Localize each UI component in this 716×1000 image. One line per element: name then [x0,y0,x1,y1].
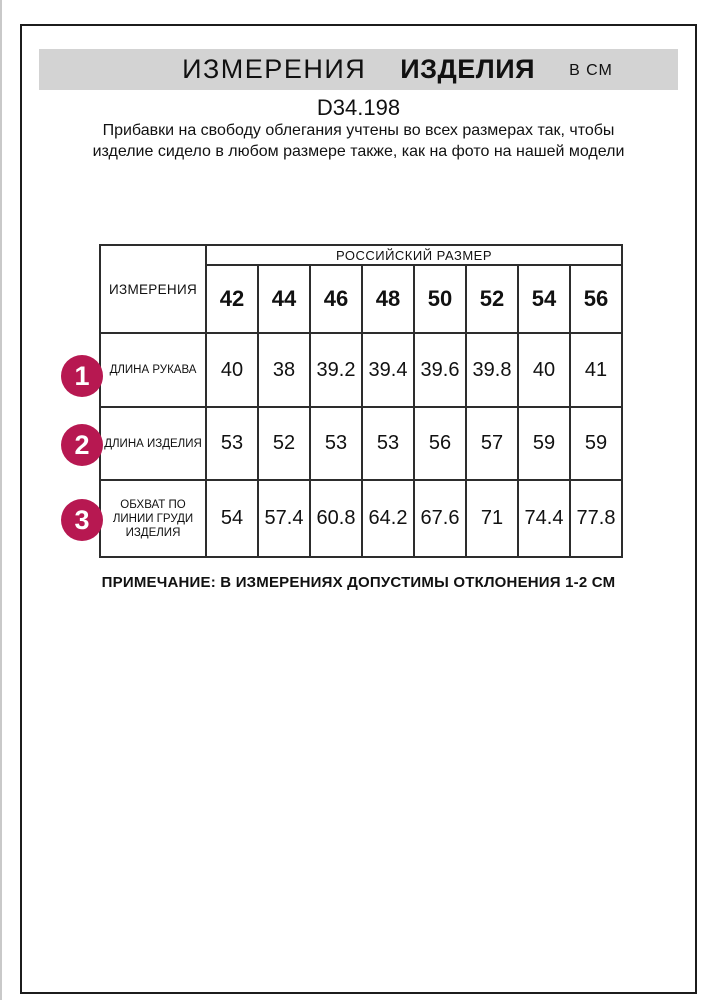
product-code: D34.198 [316,95,401,120]
value-cell: 77.8 [570,480,622,557]
value-cell: 57.4 [258,480,310,557]
value-cell: 56 [414,407,466,480]
size-cell: 46 [310,265,362,333]
size-cell: 48 [362,265,414,333]
size-cell: 50 [414,265,466,333]
value-cell: 39.4 [362,333,414,407]
row-number-badge-1 [61,355,103,397]
intro-paragraph [20,120,697,162]
russian-size-header-cell: РОССИЙСКИЙ РАЗМЕР [206,245,622,265]
badge-number: 1 [74,360,90,391]
value-cell: 67.6 [414,480,466,557]
scan-edge-artifact [0,0,2,1000]
title-measurements: ИЗМЕРЕНИЯ [182,54,367,84]
row-number-badge-3 [61,499,103,541]
value-cell: 59 [570,407,622,480]
title-product-word: ИЗДЕЛИЯ [400,54,536,84]
value-cell: 40 [518,333,570,407]
title-bar [39,49,678,90]
row-label: ОБХВАТ ПО ЛИНИИ ГРУДИ ИЗДЕЛИЯ [100,480,206,557]
badge-number: 3 [74,504,90,535]
intro-text: Прибавки на свободу облегания учтены во всех размерах так, чтобы изделие сидело в любом размере также, как на фото на нашей модели [92,122,625,160]
size-cell: 44 [258,265,310,333]
badge-number: 2 [74,429,90,460]
value-cell: 38 [258,333,310,407]
value-cell: 60.8 [310,480,362,557]
size-cell: 56 [570,265,622,333]
value-cell: 52 [258,407,310,480]
measurements-header-cell: ИЗМЕРЕНИЯ [100,245,206,333]
value-cell: 40 [206,333,258,407]
value-cell: 39.6 [414,333,466,407]
row-label: ДЛИНА ИЗДЕЛИЯ [100,407,206,480]
value-cell: 57 [466,407,518,480]
title-unit-cm: В СМ [569,62,613,79]
value-cell: 54 [206,480,258,557]
value-cell: 53 [310,407,362,480]
value-cell: 53 [362,407,414,480]
value-cell: 64.2 [362,480,414,557]
size-table [99,244,623,558]
value-cell: 39.8 [466,333,518,407]
value-cell: 71 [466,480,518,557]
value-cell: 41 [570,333,622,407]
row-label: ДЛИНА РУКАВА [100,333,206,407]
value-cell: 53 [206,407,258,480]
table-row-chest-girth [100,480,622,557]
row-number-badge-2 [61,424,103,466]
value-cell: 39.2 [310,333,362,407]
size-header-top-row [100,245,622,265]
value-cell: 74.4 [518,480,570,557]
table-row-sleeve-length [100,333,622,407]
table-row-item-length [100,407,622,480]
size-cell: 42 [206,265,258,333]
value-cell: 59 [518,407,570,480]
size-cell: 54 [518,265,570,333]
note-text: ПРИМЕЧАНИЕ: В ИЗМЕРЕНИЯХ ДОПУСТИМЫ ОТКЛОНЕНИЯ 1-2 СМ [101,574,616,591]
size-cell: 52 [466,265,518,333]
